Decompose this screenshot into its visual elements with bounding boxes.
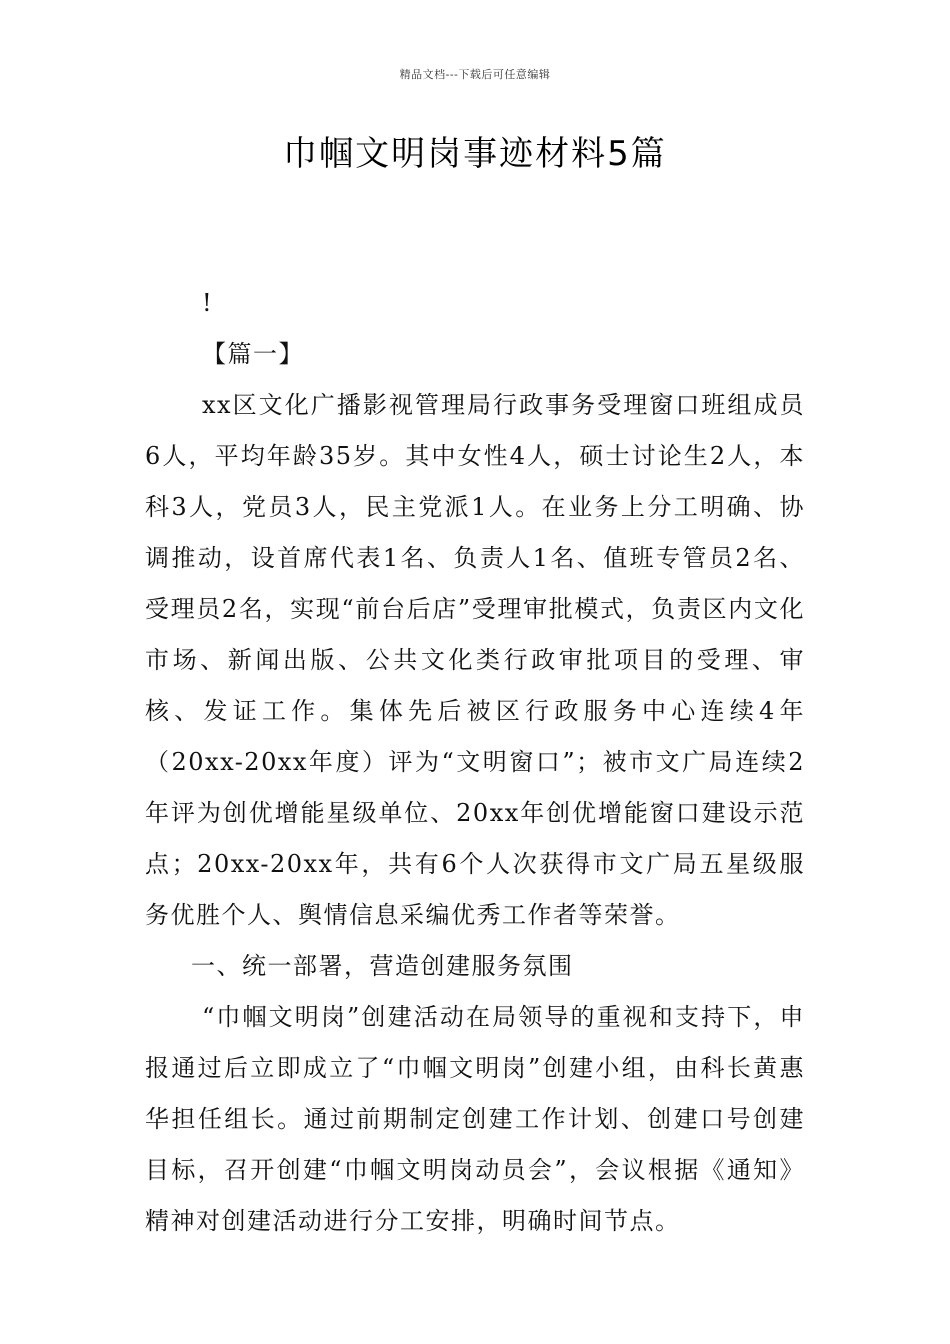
- subsection-heading: 一、统一部署，营造创建服务氛围: [191, 952, 574, 980]
- document-title: 巾帼文明岗事迹材料5篇: [283, 134, 667, 174]
- exclamation-line: !: [202, 289, 214, 317]
- paragraph-2: “巾帼文明岗”创建活动在局领导的重视和支持下，申报通过后立即成立了“巾帼文明岗”创建小组，由科长黄惠华担任组长。通过前期制定创建工作计划、创建口号创建目标，召开创建“巾帼文明岗动员会”，会议根据《通知》精神对创建活动进行分工安排，明确时间节点。: [145, 1003, 805, 1235]
- header-note: 精品文档---下载后可任意编辑: [399, 68, 551, 81]
- section-label: 【篇一】: [202, 340, 304, 368]
- paragraph-1: xx区文化广播影视管理局行政事务受理窗口班组成员6人，平均年龄35岁。其中女性4人，硕士讨论生2人，本科3人，党员3人，民主党派1人。在业务上分工明确、协调推动，设首席代表1名、负责人1名、值班专管员2名、受理员2名，实现“前台后店”受理审批模式，负责区内文化市场、新闻出版、公共文化类行政审批项目的受理、审核、发证工作。集体先后被区行政服务中心连续4年（20xx-20xx年度）评为“文明窗口”；被市文广局连续2年评为创优增能星级单位、20xx年创优增能窗口建设示范点；20xx-20xx年，共有6个人次获得市文广局五星级服务优胜个人、舆情信息采编优秀工作者等荣誉。: [145, 391, 805, 929]
- document-body: [145, 278, 805, 1247]
